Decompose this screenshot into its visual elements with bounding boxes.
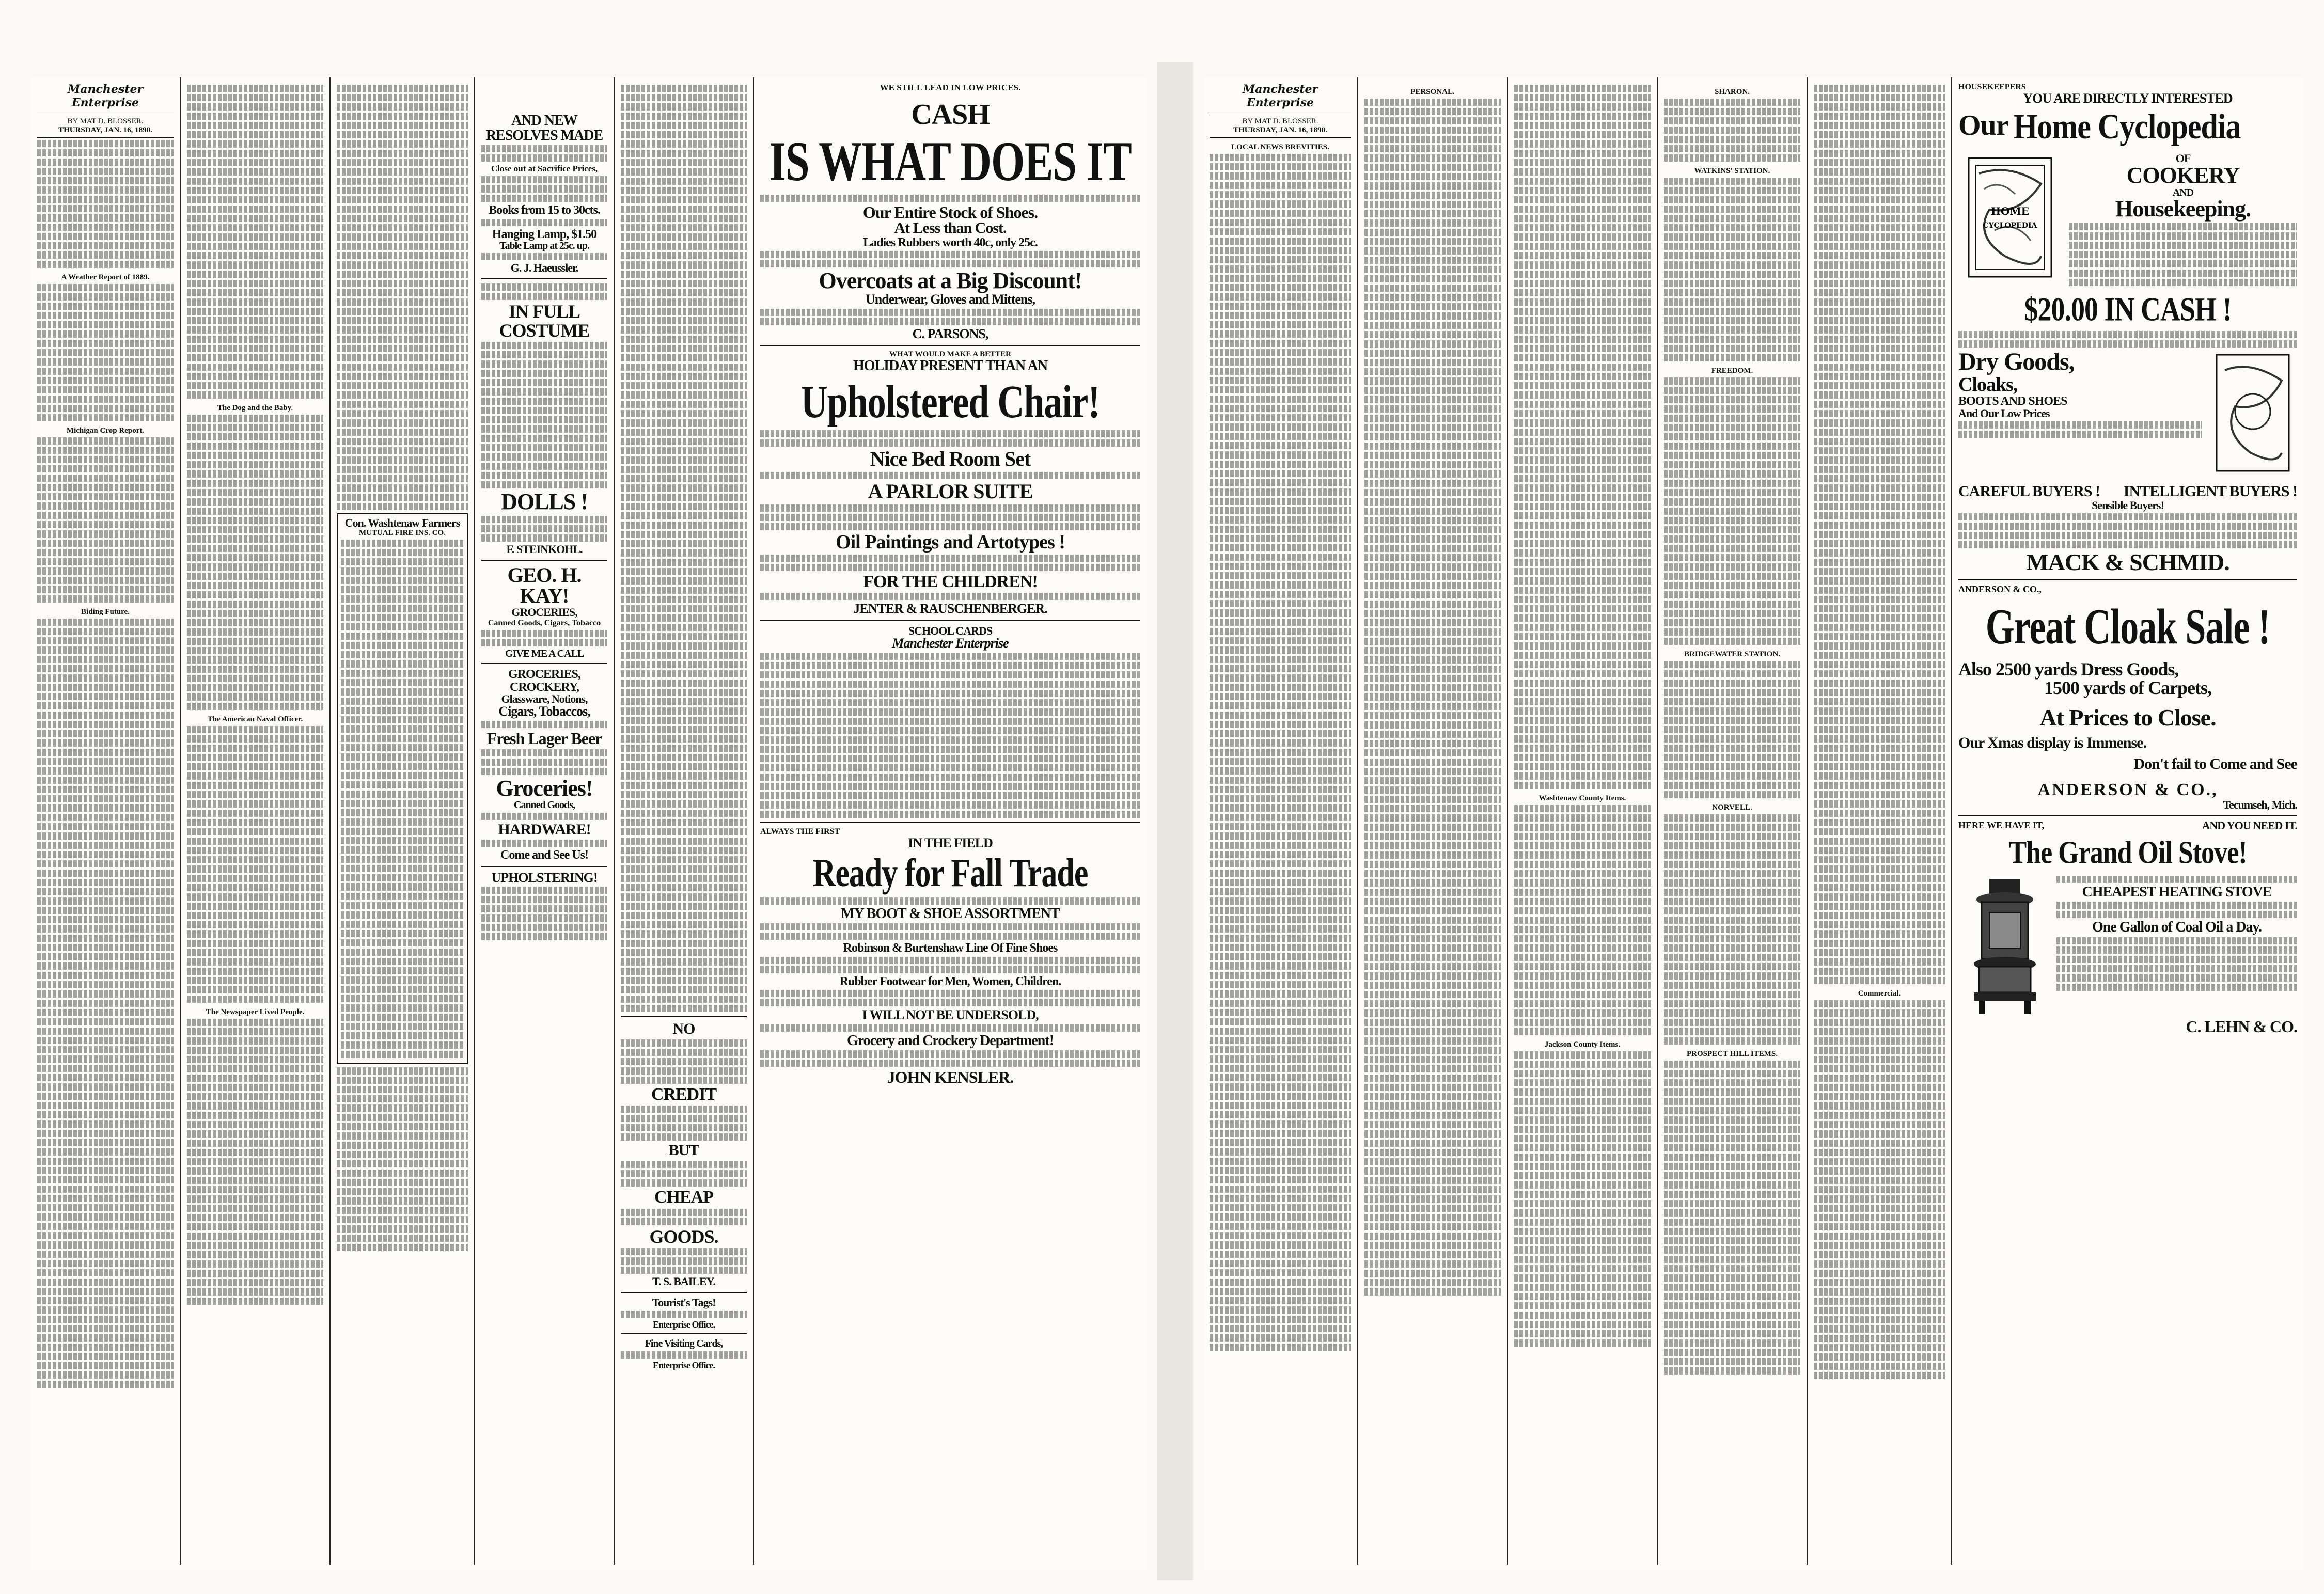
mill-line-2: Books from 15 to 30cts. [489,203,600,217]
fall-line-4: I WILL NOT BE UNDERSOLD, [862,1007,1039,1023]
kay-title: GEO. H. KAY! [507,563,582,608]
chair-line-3: Oil Paintings and Artotypes ! [836,531,1065,553]
right-column-1 [1203,77,1358,1565]
costume-title: IN FULL COSTUME [499,301,590,341]
left-column-2 [181,77,331,1565]
stove-body [1958,874,2297,1018]
left-dateline: THURSDAY, JAN. 16, 1890. [37,126,174,138]
chair-line-2: A PARLOR SUITE [868,480,1033,503]
heading-crop-report: Michigan Crop Report. [66,427,145,435]
chair-line-4: FOR THE CHILDREN! [863,572,1038,591]
cloak-line-4: Our Xmas display is Immense. [1958,734,2146,752]
tourist-title: Tourist's Tags! [652,1296,716,1309]
cloak-merchant: ANDERSON & CO., [2037,780,2218,800]
heading-commercial: Commercial. [1858,989,1901,998]
fall-line-2: Robinson & Burtenshaw Line Of Fine Shoes [843,941,1058,955]
cyclo-and: AND [2172,187,2194,199]
cash-line-2: At Less than Cost. [894,219,1007,237]
heading-naval-officer: The American Naval Officer. [207,715,303,723]
chair-sub: HOLIDAY PRESENT THAN AN [853,358,1048,374]
left-masthead: Manchester Enterprise [37,83,174,114]
heading-jackson-items: Jackson County Items. [1544,1040,1621,1049]
drygoods-line-2: BOOTS AND SHOES [1958,394,2067,408]
heading-norvell: NORVELL. [1712,803,1752,812]
groceries-title: Groceries! [496,775,593,801]
credit-but: BUT [668,1142,699,1159]
lehn-line-2: Glassware, Notions, [501,692,588,705]
cyclo-pre: HOUSEKEEPERS [1958,83,2026,91]
stove-sub: CHEAPEST HEATING STOVE [2082,883,2272,900]
drygoods-body [1958,350,2297,479]
cash-line-5: Underwear, Gloves and Mittens, [866,292,1035,307]
right-ad-block [1952,77,2303,1565]
farmers-subtitle: MUTUAL FIRE INS. CO. [359,529,446,538]
mill-ad-title: AND NEW RESOLVES MADE [485,113,603,144]
lehn-line-1: GROCERIES, CROCKERY, [508,668,581,694]
svg-text:HOME: HOME [1991,204,2029,217]
buyers-row [1958,484,2297,500]
mill-merchant: G. J. Haeussler. [510,261,578,275]
cyclo-header-row [1958,106,2297,146]
credit-credit: CREDIT [651,1084,717,1104]
groceries-line-1: Canned Goods, [513,799,575,811]
right-publisher: BY MAT D. BLOSSER. [1242,117,1318,125]
mill-line-3: Hanging Lamp, $1.50 [492,227,597,241]
cash-line-4: Overcoats at a Big Discount! [819,268,1082,294]
cloak-town: Tecumseh, Mich. [2223,798,2297,811]
right-column-5 [1808,77,1952,1565]
stove-line: One Gallon of Coal Oil a Day. [2092,919,2262,936]
mill-line-1: Close out at Sacrifice Prices, [491,164,598,174]
cyclo-body [1958,153,2297,289]
right-column-2 [1358,77,1508,1565]
fall-line-3: Rubber Footwear for Men, Women, Children. [839,974,1061,988]
upholstering-title: UPHOLSTERING! [491,870,598,885]
left-column-5 [615,77,754,1565]
cash-merchant: C. PARSONS, [912,326,988,341]
fall-sub: IN THE FIELD [908,835,993,850]
heading-personal: PERSONAL. [1410,88,1455,96]
cloak-line-1: Also 2500 yards Dress Goods, [1958,658,2179,680]
chair-line-1: Nice Bed Room Set [870,447,1031,471]
credit-cheap: CHEAP [654,1187,713,1207]
cyclo-housekeeping: Housekeeping. [2115,196,2251,222]
cyclo-cookery: COOKERY [2126,163,2240,188]
chair-big: Upholstered Chair! [800,375,1100,428]
dolls-title: DOLLS ! [501,489,588,515]
stove-pre: HERE WE HAVE IT, [1958,820,2045,831]
oil-stove-icon [1958,874,2051,1018]
cloak-line-3: At Prices to Close. [2039,704,2216,731]
dolls-merchant: F. STEINKOHL. [506,543,583,556]
groceries-line-2: HARDWARE! [498,820,591,838]
buyers-merchant: MACK & SCHMID. [2026,549,2229,576]
heading-prospect-hill: PROSPECT HILL ITEMS. [1686,1050,1778,1058]
cyclo-of: OF [2175,151,2191,165]
heading-washtenaw-items: Washtenaw County Items. [1538,794,1626,802]
book-illustration-2-icon [2209,350,2297,479]
cash-big-1: CASH [911,99,990,131]
heading-watkins: WATKINS' STATION. [1694,167,1770,175]
cloak-line-5: Don't fail to Come and See [2133,755,2297,772]
cloak-big: Great Cloak Sale ! [1985,599,2270,655]
cash-line-1: Our Entire Stock of Shoes. [862,202,1038,222]
svg-text:CYCLOPEDIA: CYCLOPEDIA [1983,221,2037,230]
school-sub: Manchester Enterprise [892,636,1009,651]
stove-merchant: C. LEHN & CO. [2186,1017,2297,1036]
cash-big-2: IS WHAT DOES IT [769,131,1132,193]
left-ad-block [754,77,1147,1565]
fall-line-5: Grocery and Crockery Department! [846,1032,1054,1049]
school-title: SCHOOL CARDS [908,624,993,637]
kay-line-2: Canned Goods, Cigars, Tobacco [488,618,601,627]
stove-big: The Grand Oil Stove! [2008,835,2247,871]
visiting-sub: Enterprise Office. [653,1360,715,1370]
stove-need: AND YOU NEED IT. [2202,819,2297,832]
chair-merchant: JENTER & RAUSCHENBERGER. [853,601,1047,617]
kay-line-1: GROCERIES, [511,606,577,619]
left-page [31,77,1147,1570]
right-column-4 [1658,77,1808,1565]
left-publisher: BY MAT D. BLOSSER. [67,117,144,125]
drygoods-line-3: And Our Low Prices [1958,406,2050,420]
cyclo-cash: $20.00 IN CASH ! [2024,291,2232,328]
page-gutter [1157,62,1193,1580]
cyclo-line-1: YOU ARE DIRECTLY INTERESTED [2023,91,2233,106]
tourist-sub: Enterprise Office. [653,1319,715,1330]
chair-pre: WHAT WOULD MAKE A BETTER [889,350,1011,359]
left-column-3 [331,77,475,1565]
fall-pre: ALWAYS THE FIRST [760,827,840,836]
heading-newspaper-people: The Newspaper Lived People. [206,1008,305,1016]
cloak-line-2: 1500 yards of Carpets, [2044,677,2211,699]
heading-sharon: SHARON. [1715,88,1750,96]
drygoods-big: Dry Goods, [1958,348,2075,376]
cyclo-big: Home Cyclopedia [2013,106,2241,146]
ad-farmers-insurance [337,513,468,1064]
visiting-title: Fine Visiting Cards, [645,1338,723,1350]
fall-merchant: JOHN KENSLER. [887,1068,1014,1087]
fall-line-1: MY BOOT & SHOE ASSORTMENT [841,905,1060,922]
buyers-intelligent: INTELLIGENT BUYERS ! [2123,483,2297,500]
lehn-line-3: Cigars, Tobaccos, [498,704,590,719]
kay-line-3: GIVE ME A CALL [505,648,584,659]
cyclo-our: Our [1958,109,2008,141]
heading-freedom: FREEDOM. [1711,367,1753,375]
credit-goods: GOODS. [649,1226,718,1247]
right-masthead: Manchester Enterprise [1210,83,1351,114]
stove-header-row [1958,820,2297,831]
heading-bridgewater: BRIDGEWATER STATION. [1684,650,1780,658]
heading-weather-report: A Weather Report of 1889. [61,273,150,281]
credit-no: NO [672,1020,695,1037]
farmers-title: Con. Washtenaw Farmers [344,516,460,529]
cash-line-3: Ladies Rubbers worth 40c, only 25c. [863,236,1038,249]
left-column-1 [31,77,181,1565]
buyers-sensible: Sensible Buyers! [2092,498,2164,512]
fall-big: Ready for Fall Trade [812,851,1088,895]
lehn-line-4: Fresh Lager Beer [486,729,602,748]
cash-pre: WE STILL LEAD IN LOW PRICES. [880,83,1021,92]
mill-line-4: Table Lamp at 25c. up. [499,240,589,252]
heading-dog-and-baby: The Dog and the Baby. [217,404,293,412]
right-page [1203,77,2303,1570]
cloak-pre: ANDERSON & CO., [1958,584,2042,595]
credit-merchant: T. S. BAILEY. [652,1275,716,1288]
groceries-line-3: Come and See Us! [500,848,588,862]
right-dateline: THURSDAY, JAN. 16, 1890. [1210,126,1351,138]
left-column-4 [475,77,615,1565]
right-column-3 [1508,77,1658,1565]
heading-local-news: LOCAL NEWS BREVITIES. [1231,143,1329,151]
book-illustration-icon [1958,153,2062,287]
buyers-careful: CAREFUL BUYERS ! [1958,483,2100,500]
heading-biding-future: Biding Future. [81,608,130,616]
drygoods-line-1: Cloaks, [1958,374,2018,396]
